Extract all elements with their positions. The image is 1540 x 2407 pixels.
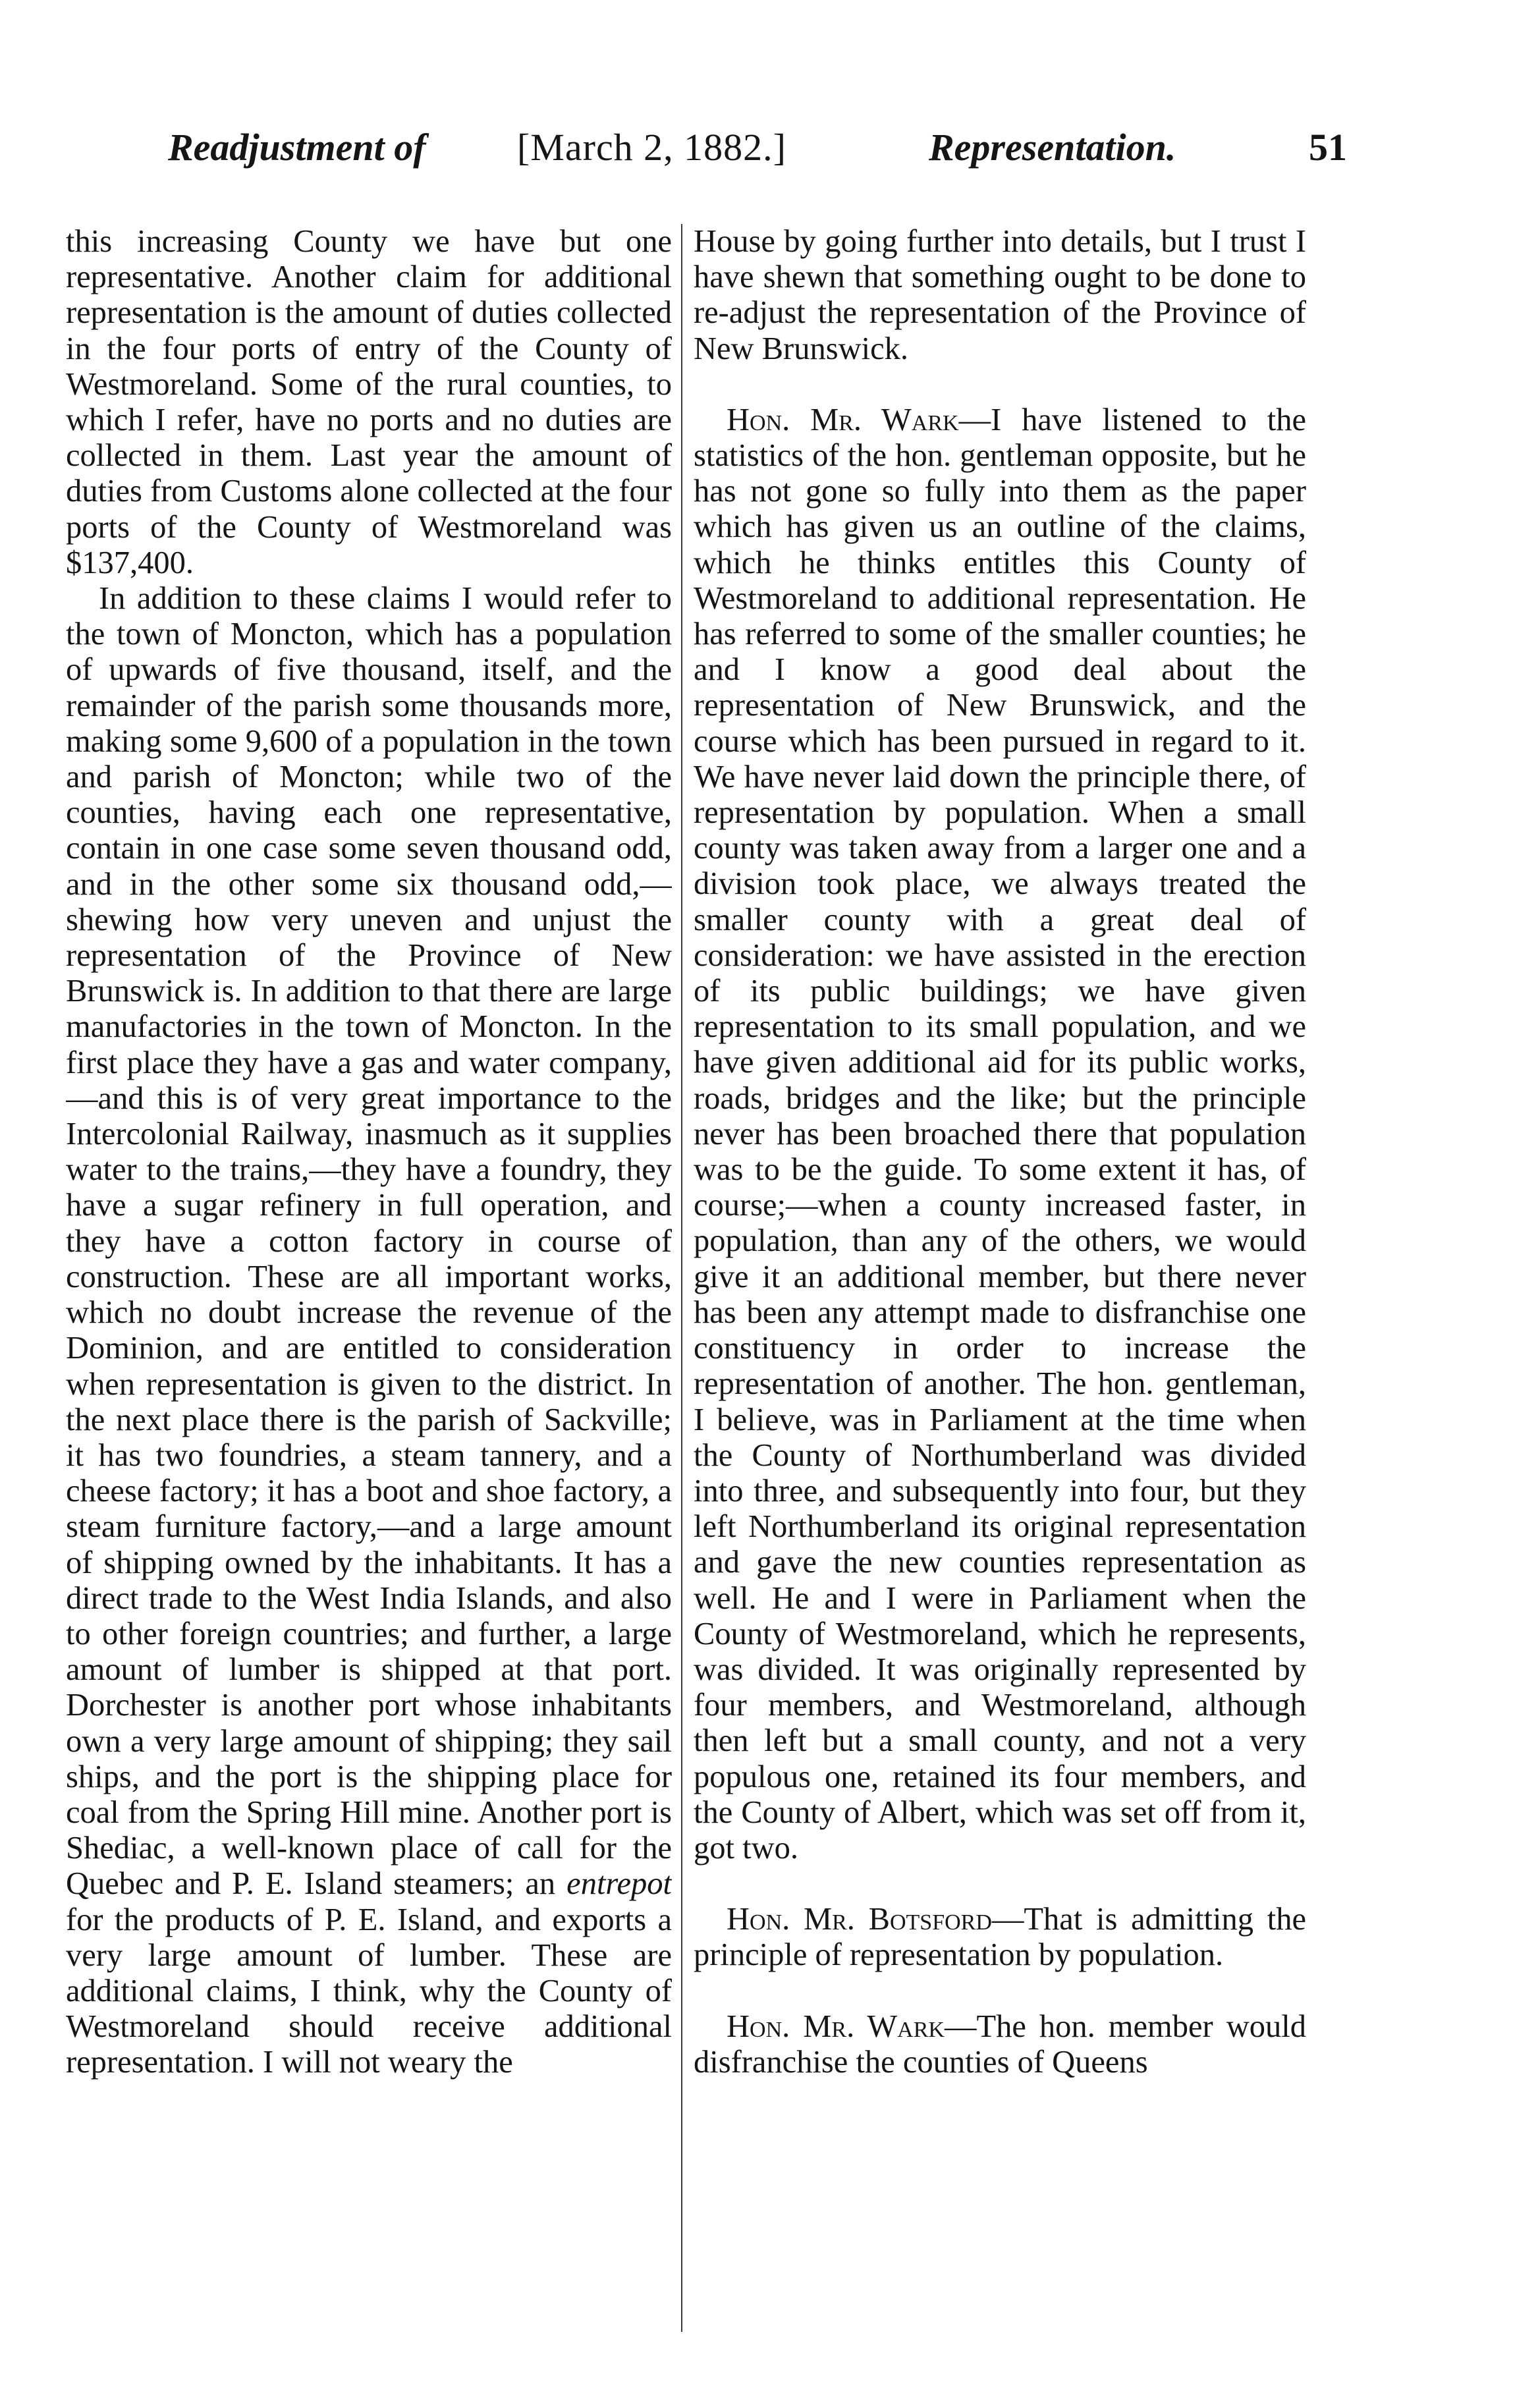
left-column <box>66 224 672 2352</box>
right-paragraph-1: House by going further into details, but I trust I have shewn that something ought to be done to re-adjust the representation of the Province of New Brunswick. <box>694 224 1306 366</box>
speaker-name: Hon. Mr. Wark <box>727 402 959 437</box>
left-paragraph-2-end: for the products of P. E. Island, and exports a very large amount of lumber. These are additional claims, I think, why the County of Westmoreland should receive additional representation. I will not weary the <box>66 1902 672 2080</box>
page-number: 51 <box>1309 126 1347 169</box>
header-right-title: Representation. <box>929 126 1176 169</box>
running-header <box>168 125 1347 184</box>
left-paragraph-2-text: In addition to these claims I would refer to the town of Moncton, which has a population of upwards of five thousand, itself, and the remainder of the parish some thousands more, making some 9,600 of a population in the town and parish of Moncton; while two of the counties, having each one representative, contain in one case some seven thousand odd, and in the other some six thousand odd,— shewing how very uneven and unjust the representation of the Province of New Brunswick is. In addition to that there are large manufactories in the town of Moncton. In the first place they have a gas and water company,—and this is of very great importance to the Intercolonial Railway, inasmuch as it supplies water to the trains,—they have a foundry, they have a sugar refinery in full operation, and they have a cotton factory in course of construction. These are all important works, which no doubt increase the revenue of the Dominion, and are entitled to consideration when representation is given to the district. In the next place there is the parish of Sackville; it has two foundries, a steam tannery, and a cheese factory; it has a boot and shoe factory, a steam furniture factory,—and a large amount of shipping owned by the inhabitants. It has a direct trade to the West India Islands, and also to other foreign countries; and further, a large amount of lumber is shipped at that port. Dorchester is another port whose inhabitants own a very large amount of shipping; they sail ships, and the port is the shipping place for coal from the Spring Hill mine. Another port is Shediac, a well-known place of call for the Quebec and P. E. Island steamers; an <box>66 581 672 1902</box>
speech-text: —The hon. member would disfranchise the counties of Queens <box>694 2008 1306 2080</box>
header-date: [March 2, 1882.] <box>517 126 787 169</box>
speech-botsford <box>694 1902 1306 1973</box>
header-left-title: Readjustment of <box>168 126 426 169</box>
speech-wark-1 <box>694 402 1306 1866</box>
speech-text: —I have listened to the statistics of the hon. gentleman opposite, but he has not gone so fully into them as the paper which has given us an outline of the claims, which he thinks entitles this County of Westmoreland to additional representation. He has referred to some of the smaller counties; he and I know a good deal about the representation of New Brunswick, and the course which has been pursued in regard to it. We have never laid down the principle there, of representation by population. When a small county was taken away from a larger one and a division took place, we always treated the smaller county with a great deal of consideration: we have assisted in the erection of its public buildings; we have given representation to its small population, and we have given additional aid for its public works, roads, bridges and the like; but the principle never has been broached there that population was to be the guide. To some extent it has, of course;—when a county increased faster, in population, than any of the others, we would give it an additional member, but there never has been any attempt made to disfranchise one constituency in order to increase the representation of another. The hon. gentleman, I believe, was in Parliament at the time when the County of Northumberland was divided into three, and subsequently into four, but they left Northumberland its original representation and gave the new counties representation as well. He and I were in Parliament when the County of Westmoreland, which he represents, was divided. It was originally represented by four members, and Westmoreland, although then left but a small county, and not a very populous one, retained its four members, and the County of Albert, which was set off from it, got two. <box>694 402 1306 1866</box>
left-paragraph-1: this increasing County we have but one representative. Another claim for additional representation is the amount of duties collected in the four ports of entry of the County of Westmoreland. Some of the rural counties, to which I refer, have no ports and no duties are collected in them. Last year the amount of duties from Customs alone collected at the four ports of the County of Westmoreland was $137,400. <box>66 224 672 580</box>
left-paragraph-2 <box>66 581 672 2081</box>
speaker-name: Hon. Mr. Botsford <box>727 1902 992 1937</box>
speech-text: —That is admitting the principle of representation by population. <box>694 1902 1306 1973</box>
left-paragraph-2-italic: entrepot <box>566 1866 672 1902</box>
speech-wark-2 <box>694 2009 1306 2080</box>
speaker-name: Hon. Mr. Wark <box>727 2008 945 2044</box>
right-column <box>694 224 1306 2352</box>
column-divider <box>681 224 682 2332</box>
